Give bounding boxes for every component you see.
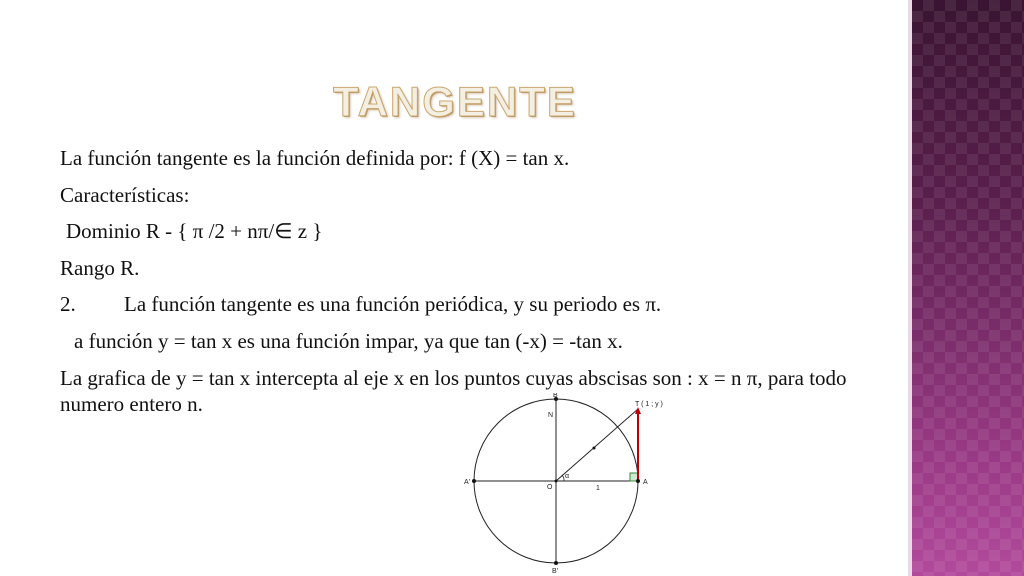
radius-line [556,409,638,481]
label-alpha: α [565,473,570,480]
decorative-side-band [912,0,1024,576]
unit-circle-diagram [455,393,665,576]
label-o: O [547,484,553,491]
point-o [555,480,558,483]
characteristics-heading: Características: [60,182,190,207]
slide-title: TANGENTE [333,78,577,125]
label-b-prime: B' [552,568,559,575]
slide-body [60,140,880,417]
label-n: N [548,412,554,419]
definition-line: La función tangente es la función definida por: f (X) = tan x. [60,146,570,170]
item-number: 2. [60,292,76,316]
label-t: T ( 1 ; y ) [635,401,663,408]
range-line: Rango R. [60,255,140,280]
domain-line: Dominio R - { π /2 + nπ/∈ z } [66,219,323,243]
label-a-prime: A' [464,479,471,486]
odd-function-line: a función y = tan x es una función impar, ya que tan (-x) = -tan x. [74,328,623,353]
angle-arc [562,475,564,481]
point-n [593,447,596,450]
point-a-prime [472,479,476,483]
label-one: 1 [596,485,600,492]
label-b: B [553,393,558,399]
point-b-prime [554,561,558,565]
periodic-line [60,286,880,323]
intercepts-paragraph: La grafica de y = tan x intercepta al eje x en los puntos cuyas abscisas son : x = n π, para todo numero entero n. [60,366,847,416]
label-a: A [643,479,648,486]
periodic-text: La función tangente es una función periódica, y su periodo es π. [124,292,662,316]
point-a [636,479,640,483]
